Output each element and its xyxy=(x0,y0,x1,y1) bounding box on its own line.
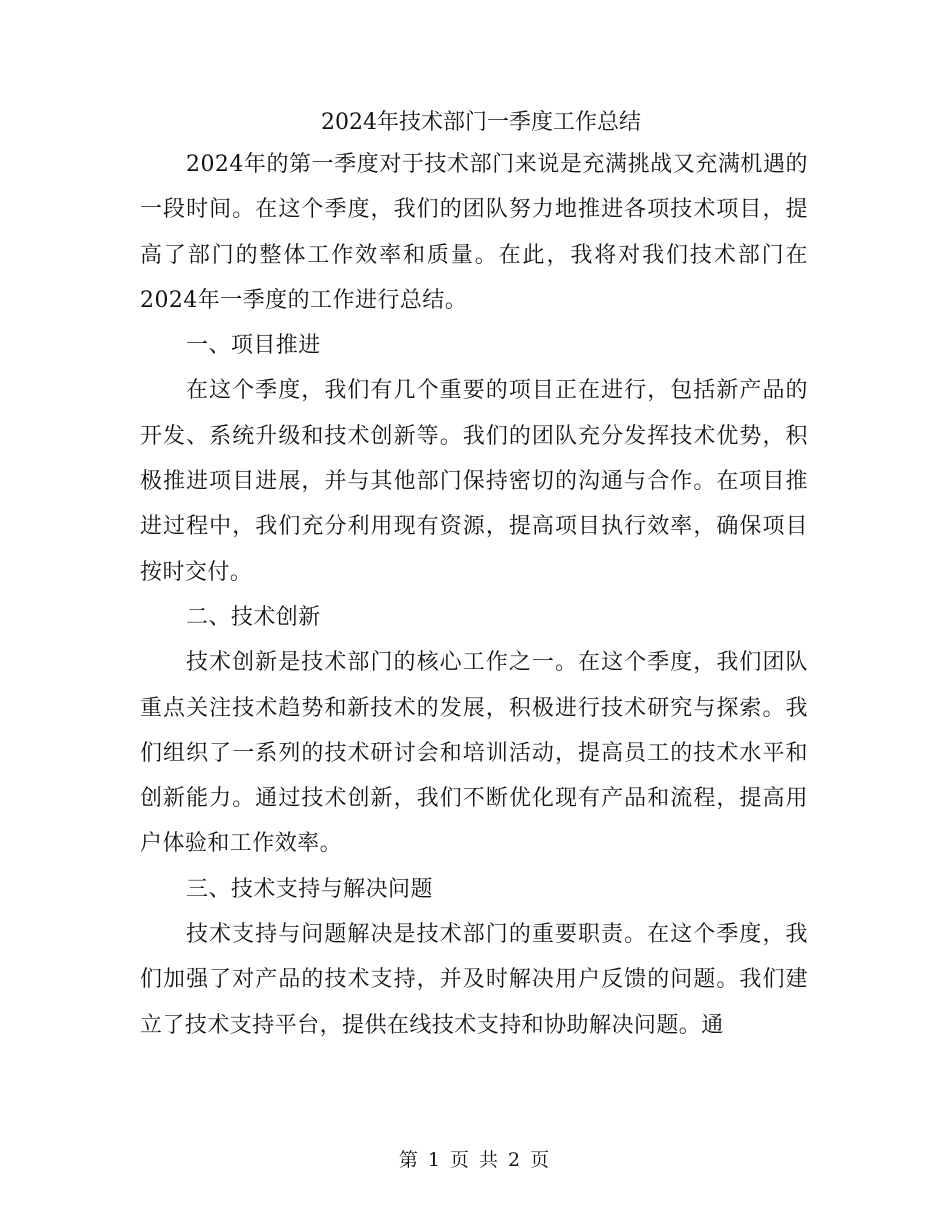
section-heading-projects: 一、项目推进 xyxy=(186,333,321,359)
section-heading-innovation: 二、技术创新 xyxy=(186,604,321,630)
intro-paragraph: 2024年的第一季度对于技术部门来说是充满挑战又充满机遇的一段时间。在这个季度，我们的团队努力地推进各项技术项目，提高了部门的整体工作效率和质量。在此，我将对我们技术部门在2024年一季度的工作进行总结。 xyxy=(140,152,808,313)
section-body-support: 技术支持与问题解决是技术部门的重要职责。在这个季度，我们加强了对产品的技术支持，并及时解决用户反馈的问题。我们建立了技术支持平台，提供在线技术支持和协助解决问题。通 xyxy=(140,922,808,1038)
page-number-footer: 第 1 页 共 2 页 xyxy=(398,1149,552,1171)
document-title: 2024年技术部门一季度工作总结 xyxy=(321,110,641,135)
document-body xyxy=(140,104,808,1048)
section-body-innovation: 技术创新是技术部门的核心工作之一。在这个季度，我们团队重点关注技术趋势和新技术的发展，积极进行技术研究与探索。我们组织了一系列的技术研讨会和培训活动，提高员工的技术水平和创新能力。通过技术创新，我们不断优化现有产品和流程，提高用户体验和工作效率。 xyxy=(140,650,808,857)
section-body-projects: 在这个季度，我们有几个重要的项目正在进行，包括新产品的开发、系统升级和技术创新等。我们的团队充分发挥技术优势，积极推进项目进展，并与其他部门保持密切的沟通与合作。在项目推进过程中，我们充分利用现有资源，提高项目执行效率，确保项目按时交付。 xyxy=(140,378,808,585)
section-heading-support: 三、技术支持与解决问题 xyxy=(186,876,433,902)
